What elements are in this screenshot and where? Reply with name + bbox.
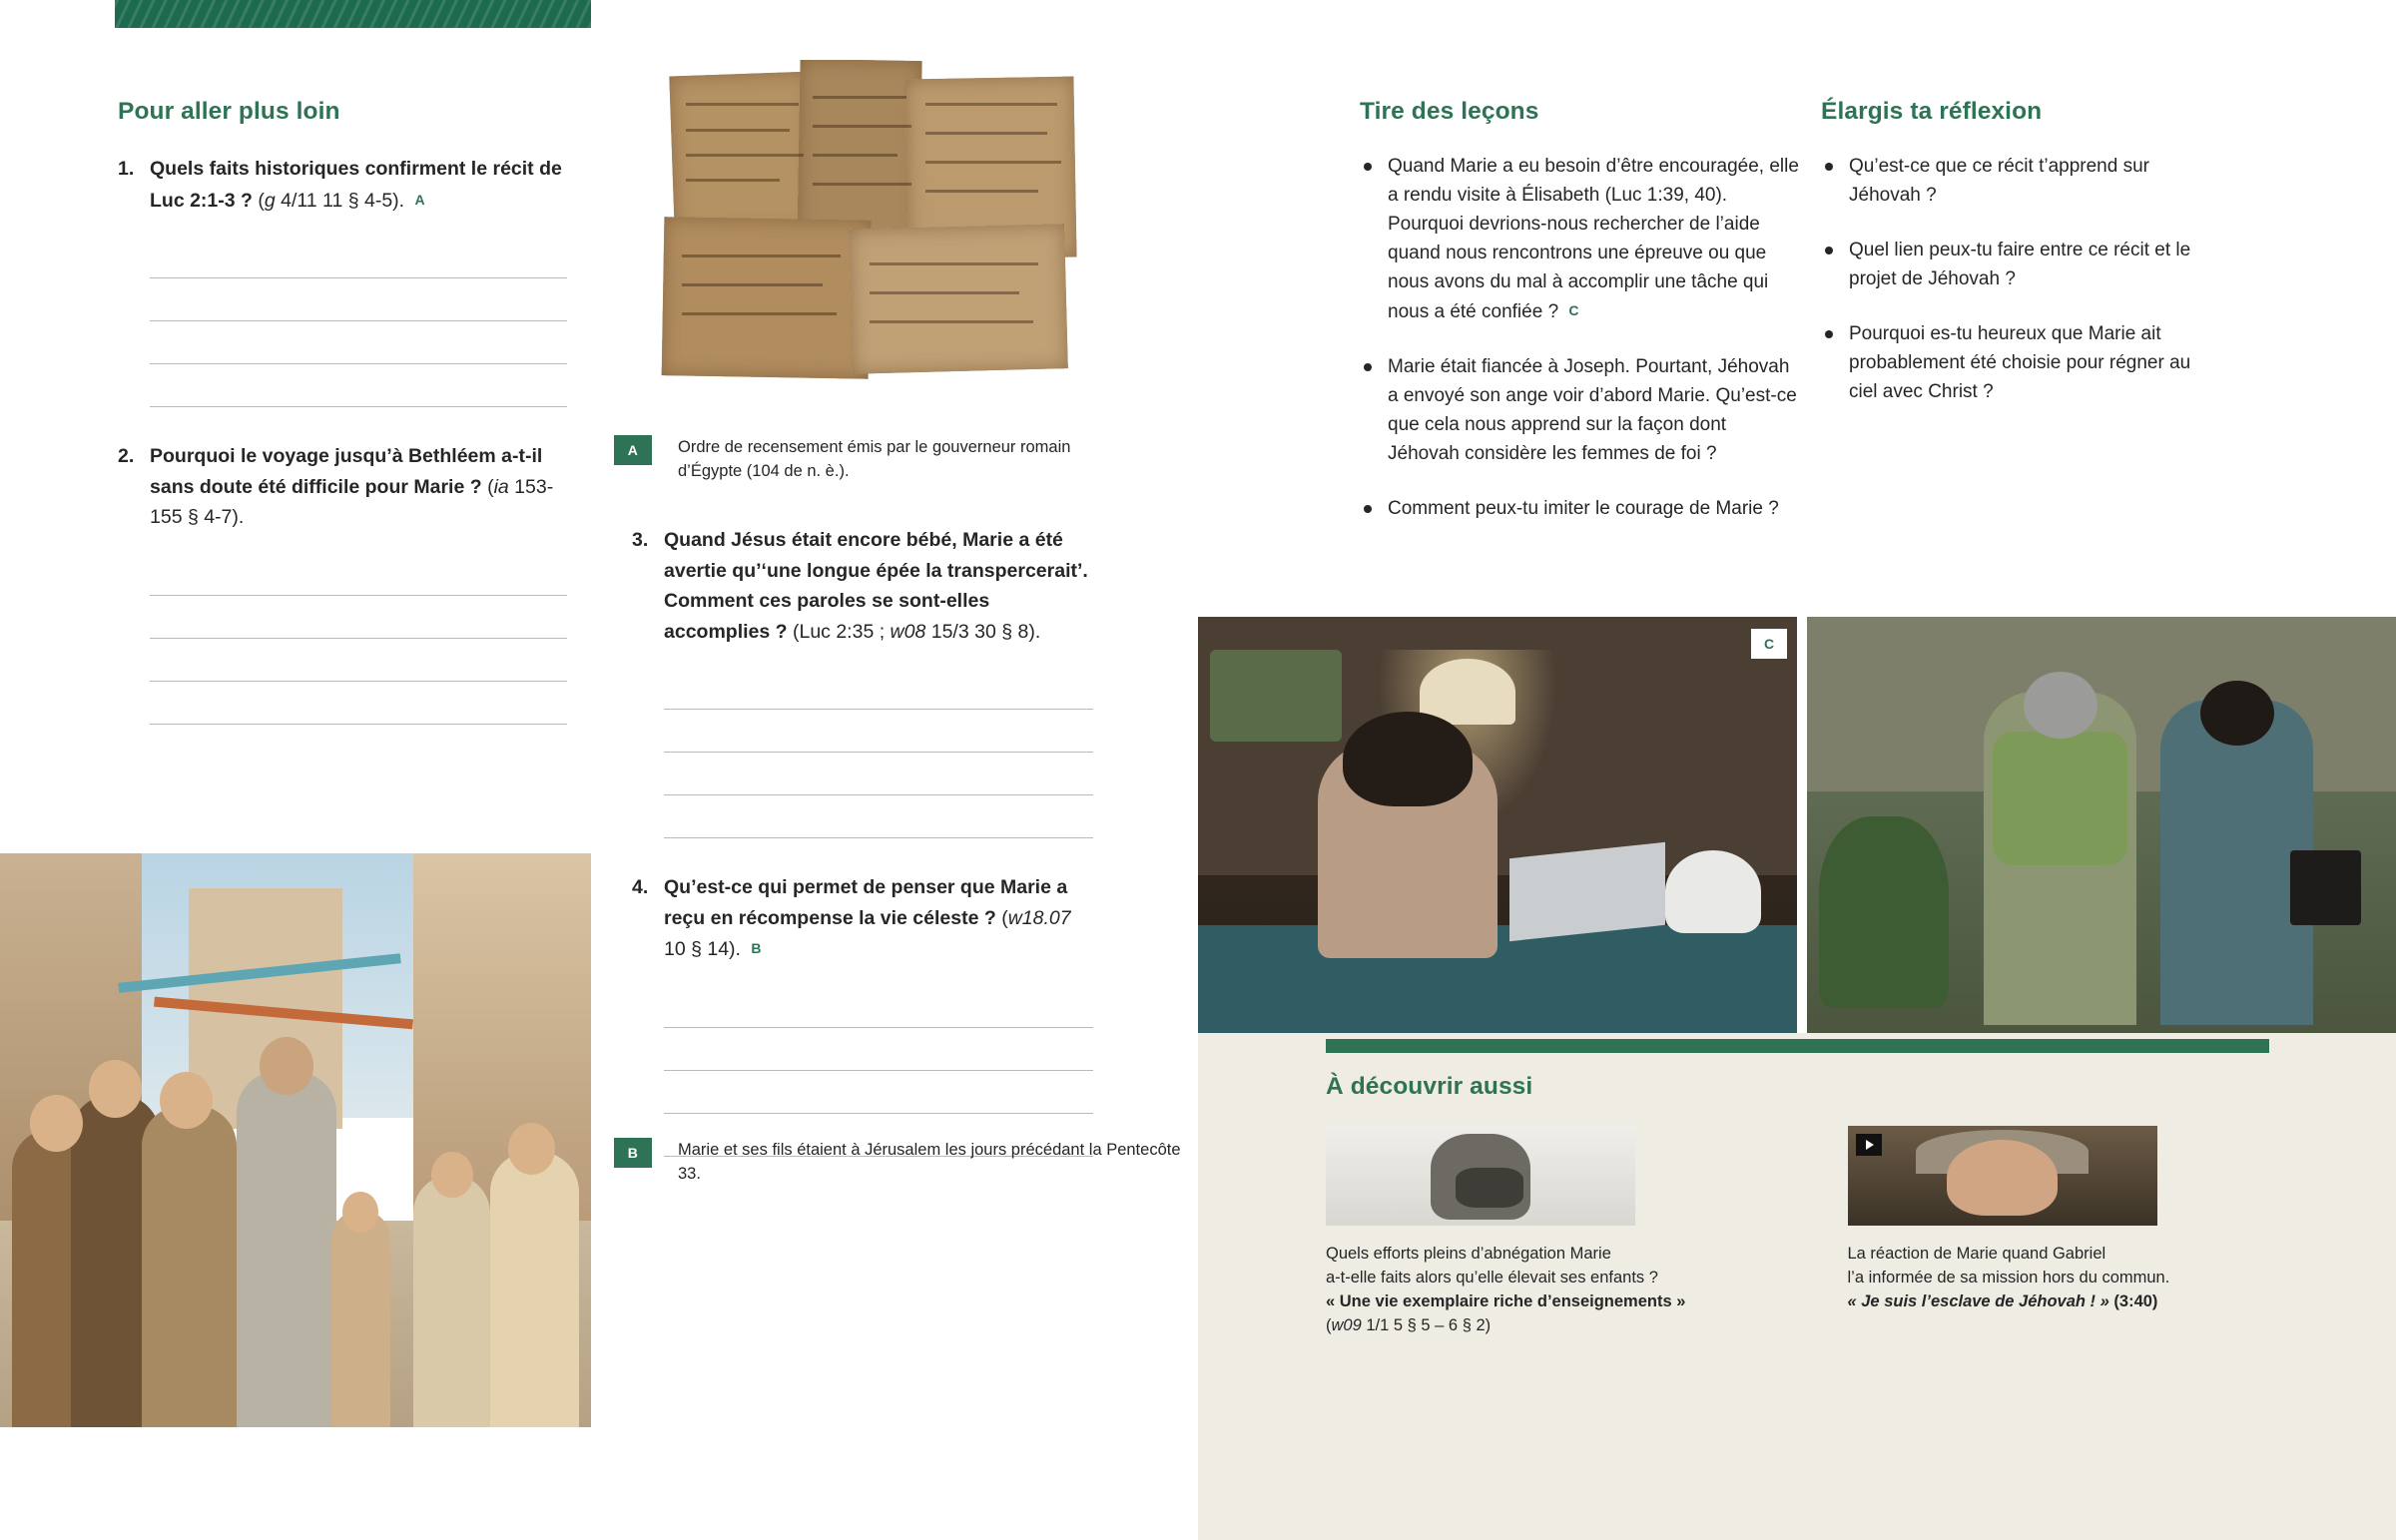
lessons-title: Tire des leçons <box>1360 98 1539 125</box>
answer-line[interactable] <box>664 753 1093 795</box>
card-line-2: l’a informée de sa mission hors du commun. <box>1847 1269 2170 1286</box>
center-column <box>614 60 1093 1157</box>
woman-at-desk-photo <box>1198 617 1797 1033</box>
reference-rest: 15/3 30 § 8). <box>925 620 1041 643</box>
discover-card-text <box>1848 1242 2270 1313</box>
mary-video-thumbnail[interactable] <box>1848 1126 2157 1226</box>
reflect-list <box>1821 152 2220 406</box>
question-reference: (ia 153-155 § 4-7). <box>150 475 554 528</box>
street-scene-illustration <box>0 853 591 1427</box>
list-item: Comment peux-tu imiter le courage de Marie ? <box>1360 494 1799 523</box>
question-bold-text: Quels faits historiques confirment le récit de Luc 2:1-3 ? <box>150 158 562 212</box>
answer-line[interactable] <box>150 639 567 682</box>
answer-lines[interactable] <box>664 985 1093 1157</box>
question-number: 4. <box>632 876 649 898</box>
left-column-questions <box>118 98 567 725</box>
reference-italic: w18.07 <box>1007 906 1071 929</box>
video-title-italic: « Je suis l’esclave de Jéhovah ! » <box>1847 1292 2109 1310</box>
answer-line[interactable] <box>150 553 567 596</box>
list-item: Qu’est-ce que ce récit t’apprend sur Jéhovah ? <box>1821 152 2220 210</box>
reference-italic: ia <box>493 475 509 498</box>
reference-italic: w08 <box>890 620 926 643</box>
card-reference: (w09 1/1 5 § 5 – 6 § 2) <box>1326 1316 1492 1334</box>
answer-line[interactable] <box>664 667 1093 710</box>
photo-badge-c: C <box>1751 629 1787 659</box>
answer-lines[interactable] <box>664 667 1093 838</box>
question-item <box>118 154 567 216</box>
question-text <box>150 441 567 533</box>
question-item <box>632 872 1093 965</box>
reflect-column <box>1821 98 2220 406</box>
discover-card-article[interactable] <box>1326 1126 1748 1337</box>
discover-card-text <box>1326 1242 1748 1337</box>
reference-badge-a: A <box>414 191 426 208</box>
answer-line[interactable] <box>150 596 567 639</box>
question-number: 2. <box>118 445 135 467</box>
caption-b <box>614 1138 1195 1186</box>
question-number: 1. <box>118 158 135 180</box>
answer-lines[interactable] <box>150 553 567 725</box>
left-page <box>0 0 1195 1427</box>
reference-badge-c: C <box>1568 302 1580 318</box>
papyrus-fragment-image <box>644 60 1113 421</box>
answer-lines[interactable] <box>150 236 567 407</box>
list-item: Quel lien peux-tu faire entre ce récit et le projet de Jéhovah ? <box>1821 236 2220 293</box>
caption-badge-b: B <box>614 1138 652 1168</box>
question-text <box>664 525 1093 647</box>
discover-green-bar <box>1326 1039 2269 1053</box>
center-column-questions <box>632 525 1093 1157</box>
card-line-2: a-t-elle faits alors qu’elle élevait ses enfants ? <box>1326 1269 1658 1286</box>
card-line-1: La réaction de Marie quand Gabriel <box>1847 1245 2106 1263</box>
reflect-title: Élargis ta réflexion <box>1821 98 2043 125</box>
answer-line[interactable] <box>150 682 567 725</box>
answer-line[interactable] <box>150 364 567 407</box>
reference-italic: w09 <box>1331 1316 1362 1334</box>
photo-row <box>1198 617 2396 1033</box>
discover-card-video[interactable] <box>1848 1126 2270 1337</box>
play-icon[interactable] <box>1856 1134 1882 1156</box>
discover-cards <box>1326 1126 2269 1337</box>
question-bold-text: Pourquoi le voyage jusqu’à Bethléem a-t-il sans doute été difficile pour Marie ? <box>150 445 543 498</box>
two-women-talking-photo <box>1807 617 2396 1033</box>
answer-line[interactable] <box>664 1071 1093 1114</box>
video-duration: (3:40) <box>2108 1292 2158 1310</box>
card-article-title[interactable]: « Une vie exemplaire riche d’enseignements » <box>1326 1292 1686 1310</box>
reference-rest: 153-155 § 4-7). <box>150 475 554 528</box>
question-reference: (g 4/11 11 § 4-5). <box>258 189 405 212</box>
lessons-column <box>1360 98 1799 523</box>
question-item <box>632 525 1093 647</box>
answer-line[interactable] <box>150 278 567 321</box>
reference-plain: (Luc 2:35 ; <box>792 620 891 643</box>
answer-line[interactable] <box>664 1028 1093 1071</box>
caption-a <box>614 435 1093 483</box>
question-reference <box>793 621 1040 643</box>
lesson-text: Quand Marie a eu besoin d’être encouragée, elle a rendu visite à Élisabeth (Luc 1:39, 40). Pourquoi devrions-nous rechercher de l’aide quand nous rencontrons une épreuve ou que nous avons du mal à accomplir une tâche qui nous a été confiée ? <box>1388 156 1799 322</box>
answer-line[interactable] <box>664 795 1093 838</box>
discover-title: À découvrir aussi <box>1326 1073 1533 1100</box>
card-line-1: Quels efforts pleins d’abnégation Marie <box>1326 1245 1611 1263</box>
question-item <box>118 441 567 533</box>
question-bold-text: Qu’est-ce qui permet de penser que Marie a reçu en récompense la vie céleste ? <box>664 876 1068 929</box>
mary-with-child-drawing[interactable] <box>1326 1126 1635 1226</box>
card-video-title[interactable] <box>1848 1292 2158 1310</box>
question-reference: (w18.07 10 § 14). <box>664 906 1071 960</box>
caption-badge-a: A <box>614 435 652 465</box>
answer-line[interactable] <box>664 710 1093 753</box>
answer-line[interactable] <box>150 236 567 278</box>
list-item: Pourquoi es-tu heureux que Marie ait probablement été choisie pour régner au ciel avec Christ ? <box>1821 319 2220 406</box>
reference-rest: 4/11 11 § 4-5). <box>275 189 405 212</box>
reference-italic: g <box>264 189 276 212</box>
answer-line[interactable] <box>664 985 1093 1028</box>
caption-b-text: Marie et ses fils étaient à Jérusalem les jours précédant la Pentecôte 33. <box>678 1141 1181 1183</box>
caption-a-text: Ordre de recensement émis par le gouverneur romain d’Égypte (104 de n. è.). <box>678 438 1071 480</box>
list-item <box>1360 152 1799 326</box>
page-title: Pour aller plus loin <box>118 98 340 125</box>
question-text <box>150 154 567 216</box>
green-banner-decoration <box>115 0 591 28</box>
answer-line[interactable] <box>150 321 567 364</box>
reference-rest: 1/1 5 § 5 – 6 § 2) <box>1361 1316 1492 1334</box>
question-number: 3. <box>632 529 649 551</box>
question-bold-text: Quand Jésus était encore bébé, Marie a été avertie qu’‘une longue épée la transpercerait’. Comment ces paroles se sont-elles accomplies ? <box>664 529 1088 643</box>
question-text <box>664 872 1093 965</box>
reference-rest: 10 § 14). <box>664 938 741 960</box>
list-item: Marie était fiancée à Joseph. Pourtant, Jéhovah a envoyé son ange voir d’abord Marie. Qu’est-ce que cela nous apprend sur la façon dont Jéhovah considère les femmes de foi ? <box>1360 352 1799 468</box>
lessons-list <box>1360 152 1799 523</box>
reference-badge-b: B <box>751 940 763 956</box>
